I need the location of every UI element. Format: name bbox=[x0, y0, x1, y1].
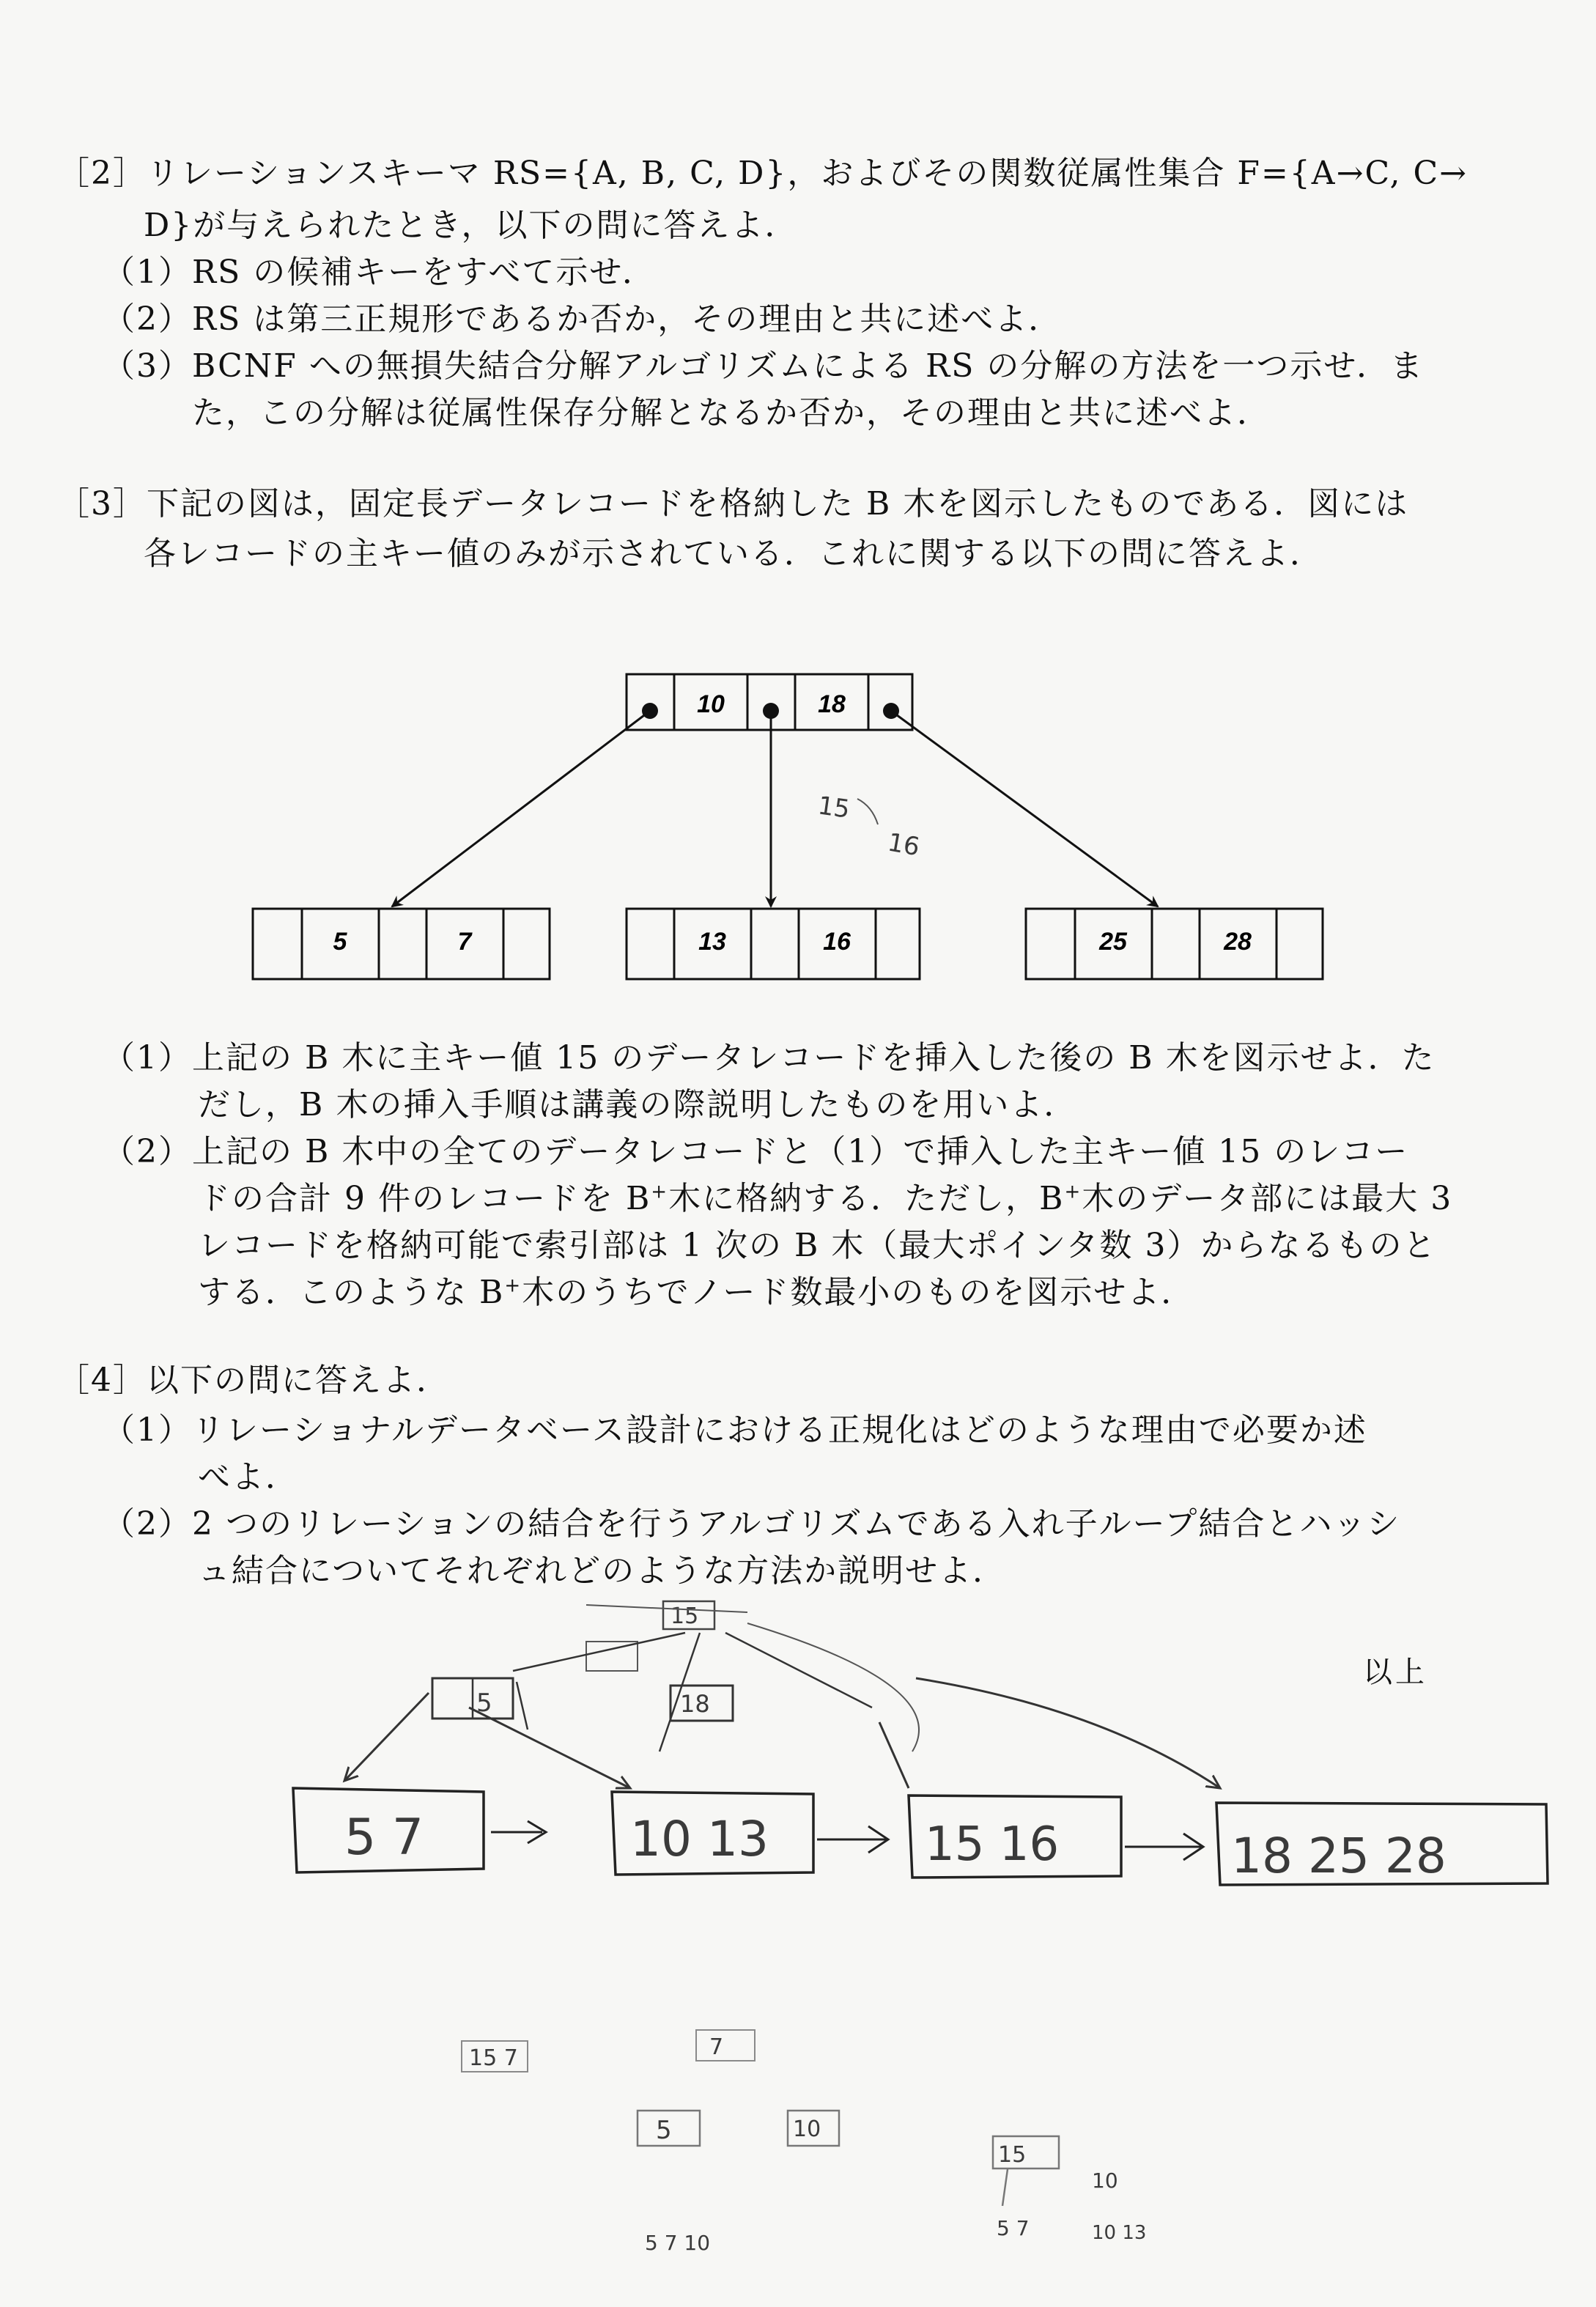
bottom-note-8: 5 7 bbox=[997, 2216, 1030, 2240]
leaf2-key-2: 16 bbox=[823, 928, 851, 956]
q2-item-3: （3）BCNF への無損失結合分解アルゴリズムによる RS の分解の方法を一つ示せ．ま bbox=[103, 347, 1425, 385]
bottom-note-9: 10 13 bbox=[1092, 2222, 1147, 2244]
leaf-node-2 bbox=[627, 909, 920, 979]
bottom-note-4: 10 bbox=[793, 2116, 821, 2142]
q4-item-2-cont: ュ結合についてそれぞれどのような方法か説明せよ． bbox=[198, 1552, 1007, 1590]
bottom-note-6: 10 bbox=[1092, 2168, 1118, 2193]
q4-item-1-cont: べよ． bbox=[198, 1458, 299, 1496]
faint-pencil-notes bbox=[462, 2030, 1146, 2255]
handwritten-bplus-tree bbox=[293, 1601, 1548, 1885]
hw-leaf-3: 15 16 bbox=[925, 1817, 1060, 1872]
leaf2-key-1: 13 bbox=[698, 928, 726, 956]
q2-item-2: （2）RS は第三正規形であるか否か，その理由と共に述べよ． bbox=[103, 300, 1063, 338]
hw-leaf-2: 10 13 bbox=[630, 1811, 769, 1867]
root-node bbox=[627, 674, 912, 730]
leaf-node-3 bbox=[1026, 909, 1323, 979]
leaf1-key-2: 7 bbox=[457, 928, 472, 956]
q3-item-2-cont3: する．このような B+木のうちでノード数最小のものを図示せよ． bbox=[198, 1274, 1195, 1311]
q3-item-1-cont: だし，B 木の挿入手順は講義の際説明したものを用いよ． bbox=[198, 1086, 1078, 1123]
bottom-note-1: 15 7 bbox=[469, 2045, 518, 2071]
bottom-note-5: 15 bbox=[998, 2142, 1027, 2168]
leaf1-key-1: 5 bbox=[333, 928, 347, 956]
q2-item-3-cont: た，この分解は従属性保存分解となるか否か，その理由と共に述べよ． bbox=[192, 394, 1271, 432]
leaf3-key-1: 25 bbox=[1099, 928, 1127, 956]
hw-root-key: 15 bbox=[670, 1603, 699, 1629]
leaf3-key-2: 28 bbox=[1224, 928, 1252, 956]
leaf-node-1 bbox=[253, 909, 550, 979]
arrow-left bbox=[392, 711, 650, 907]
hw-right-index-key: 18 bbox=[680, 1690, 710, 1718]
bottom-note-7: 5 7 10 bbox=[645, 2231, 711, 2255]
hw-left-index-key: 5 bbox=[476, 1688, 492, 1718]
hw-leaf-1: 5 7 bbox=[344, 1809, 424, 1867]
q4-item-2: （2）2 つのリレーションの結合を行うアルゴリズムである入れ子ループ結合とハッシ bbox=[103, 1505, 1401, 1543]
q2-line1: ［2］リレーションスキーマ RS={A, B, C, D}，およびその関数従属性集合 F={A→C, C→ bbox=[57, 155, 1468, 192]
root-key-1: 10 bbox=[697, 690, 725, 718]
q2-item-1: （1）RS の候補キーをすべて示せ． bbox=[103, 254, 657, 291]
q2-line2: D}が与えられたとき，以下の問に答えよ． bbox=[144, 207, 799, 244]
q3-line1: ［3］下記の図は，固定長データレコードを格納した B 木を図示したものである．図には bbox=[57, 485, 1409, 523]
end-mark: 以上 bbox=[1363, 1655, 1427, 1689]
pencil-note-15: 15 bbox=[816, 791, 852, 824]
q4-line1: ［4］以下の問に答えよ． bbox=[57, 1362, 450, 1399]
pencil-note-16: 16 bbox=[885, 827, 922, 863]
bottom-note-3: 5 bbox=[656, 2116, 672, 2145]
bottom-note-2: 7 bbox=[709, 2034, 724, 2060]
q4-item-1: （1）リレーショナルデータベース設計における正規化はどのような理由で必要か述 bbox=[103, 1411, 1367, 1449]
pencil-stroke bbox=[857, 799, 878, 824]
arrow-right bbox=[891, 711, 1158, 907]
root-key-2: 18 bbox=[818, 690, 846, 718]
q3-item-1: （1）上記の B 木に主キー値 15 のデータレコードを挿入した後の B 木を図示せよ．た bbox=[103, 1039, 1436, 1077]
hw-leaf-4: 18 25 28 bbox=[1231, 1828, 1447, 1884]
q3-item-2-cont1: ドの合計 9 件のレコードを B+木に格納する．ただし，B+木のデータ部には最大 3 bbox=[198, 1180, 1453, 1217]
q3-item-2-cont2: レコードを格納可能で索引部は 1 次の B 木（最大ポインタ数 3）からなるものと bbox=[198, 1227, 1437, 1264]
q3-item-2: （2）上記の B 木中の全てのデータレコードと（1）で挿入した主キー値 15 のレコー bbox=[103, 1133, 1409, 1170]
q3-line2: 各レコードの主キー値のみが示されている．これに関する以下の問に答えよ． bbox=[144, 535, 1323, 572]
